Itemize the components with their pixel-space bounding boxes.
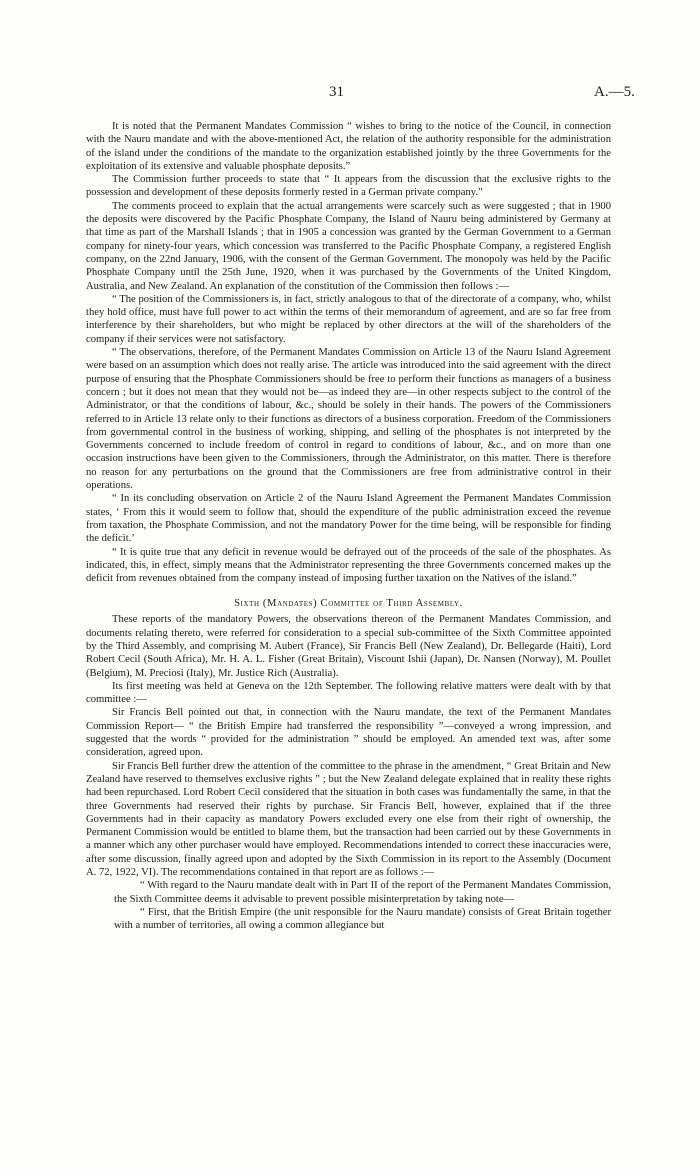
document-reference: A.—5.: [594, 84, 635, 100]
quoted-paragraph: “ The position of the Commissioners is, in fact, strictly analogous to that of the directorate of a company, who, whilst they hold office, must have full power to act within the terms of their memorandum of agreement, and are so far free from interference by their shareholders, but who might be replaced by other directors at the will of the shareholders of the company if their services were not satisfactory.: [86, 293, 611, 345]
block-quote: [114, 879, 611, 932]
section-heading: Sixth (Mandates) Committee of Third Assembly.: [234, 598, 463, 610]
paragraph: These reports of the mandatory Powers, the observations thereon of the Permanent Mandates Commission, and documents relating thereto, were referred for consideration to a special sub-committee of the Sixth Committee appointed by the Third Assembly, and comprising M. Aubert (France), Sir Francis Bell (New Zealand), Dr. Bellegarde (Haiti), Lord Robert Cecil (South Africa), Mr. H. A. L. Fisher (Great Britain), Viscount Ishii (Japan), Dr. Nansen (Norway), M. Poullet (Belgium), M. Preciosi (Italy), Mr. Justice Rich (Australia).: [86, 614, 611, 679]
quoted-paragraph: “ It is quite true that any deficit in revenue would be defrayed out of the proceeds of the sale of the phosphates. As indicated, this, in effect, simply means that the Administrator representing the three Governments concerned makes up the deficit from revenues obtained from the company instead of imposing further taxation on the Natives of the island.”: [86, 546, 611, 585]
paragraph: It is noted that the Permanent Mandates Commission “ wishes to bring to the notice of the Council, in connection with the Nauru mandate and with the above-mentioned Act, the relation of the authority responsible for the administration of the island under the conditions of the mandate to the organization established jointly by the three Governments for the exploitation of its extensive and valuable phosphate deposits.”: [86, 121, 611, 172]
quoted-paragraph: “ In its concluding observation on Article 2 of the Nauru Island Agreement the Permanent Mandates Commission states, ‘ From this it would seem to follow that, should the expenditure of the public administration exceed the revenue from taxation, the Phosphate Commission, and not the mandatory Power for the time being, will be responsible for finding the deficit.’: [86, 493, 611, 545]
paragraph: The Commission further proceeds to state that “ It appears from the discussion that the exclusive rights to the possession and development of these deposits formerly rested in a German private company.”: [86, 174, 611, 199]
document-body: [86, 120, 611, 933]
paragraph: The comments proceed to explain that the actual arrangements were scarcely such as were suggested ; that in 1900 the deposits were discovered by the Pacific Phosphate Company, the Island of Nauru being administered by Germany at that time as part of the Marshall Islands ; that in 1905 a concession was granted by the German Government to a German company for ninety-four years, which concession was transferred to the Pacific Phosphate Company, a registered English company, on the 22nd January, 1906, with the consent of the German Government. The monopoly was held by the Pacific Phosphate Company until the 25th June, 1920, when it was purchased by the Governments of the United Kingdom, Australia, and New Zealand. An explanation of the constitution of the Commission then follows :—: [86, 200, 611, 292]
quoted-paragraph: “ The observations, therefore, of the Permanent Mandates Commission on Article 13 of the Nauru Island Agreement were based on an assumption which does not really arise. The article was introduced into the said agreement with the direct purpose of ensuring that the Phosphate Commissioners should be free to perform their functions as managers of a business concern ; but it does not mean that they would not be—as indeed they are—in other respects subject to the control of the Administrator, or that the conditions of labour, &c., should be solely in their hands. The powers of the Commissioners referred to in Article 13 relate only to their functions as directors of a business corporation. Freedom of the Commissioners from governmental control in the business of working, shipping, and selling of the phosphates is not interpreted by the Governments concerned to include freedom of control in regard to conditions of labour, &c., and on more than one occasion instructions have been given to the Commissioners, through the Administrator, on this matter. There is therefore no reason for any perturbations on the ground that the Commissioners are free from administrative control in their operations.: [86, 347, 611, 492]
block-quote-paragraph: “ With regard to the Nauru mandate dealt with in Part II of the report of the Permanent Mandates Commission, the Sixth Committee deems it advisable to prevent possible misinterpretation by taking note—: [114, 880, 611, 905]
paragraph: Sir Francis Bell further drew the attention of the committee to the phrase in the amendment, “ Great Britain and New Zealand have reserved to themselves exclusive rights ” ; but the New Zealand delegate explained that in reality these rights had been repurchased. Lord Robert Cecil considered that the situation in both cases was fundamentally the same, in that the three Governments had reserved their rights by purchase. Sir Francis Bell, however, explained that if the three Governments had in their capacity as mandatory Powers excluded every one else from their right of ownership, the Permanent Commission would be entitled to blame them, but the transaction had been carried out by these Governments in a manner which any other purchaser would have employed. Recommendations intended to correct these inaccuracies were, after some discussion, finally agreed upon and adopted by the Sixth Commission in its report to the Assembly (Document A. 72, 1922, VI). The recommendations contained in that report are as follows :—: [86, 760, 611, 879]
paragraph: Its first meeting was held at Geneva on the 12th September. The following relative matters were dealt with by that committee :—: [86, 680, 611, 706]
paragraph: Sir Francis Bell pointed out that, in connection with the Nauru mandate, the text of the Permanent Mandates Commission Report— “ the British Empire had transferred the responsibility ”—conveyed a wrong impression, and suggested that the words “ provided for the administration ” should be employed. An amended text was, after some consideration, agreed upon.: [86, 707, 611, 759]
page-number: 31: [329, 84, 344, 100]
block-quote-paragraph: “ First, that the British Empire (the unit responsible for the Nauru mandate) consists of Great Britain together with a number of territories, all owing a common allegiance but: [114, 906, 611, 932]
